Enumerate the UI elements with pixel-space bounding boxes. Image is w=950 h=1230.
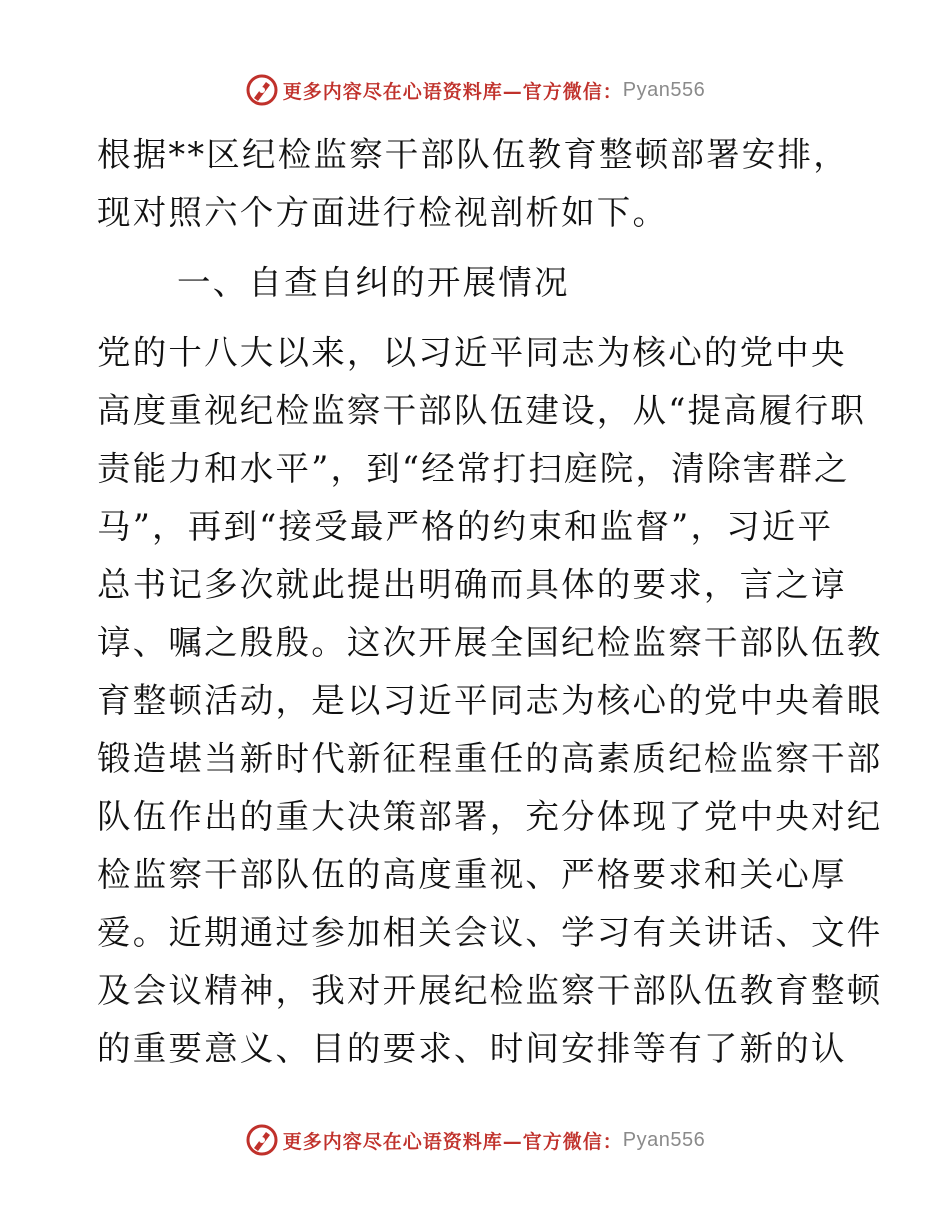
- watermark-text: 更多内容尽在心语资料库—官方微信：: [282, 1130, 623, 1153]
- footer-watermark: [0, 1120, 950, 1160]
- section-heading: 一、自查自纠的开展情况: [177, 263, 570, 302]
- body-line: 现对照六个方面进行检视剖析如下。: [97, 193, 669, 232]
- body-line: 高度重视纪检监察干部队伍建设，从“提高履行职: [97, 391, 867, 430]
- body-line: 的重要意义、目的要求、时间安排等有了新的认: [97, 1029, 847, 1068]
- body-line: 总书记多次就此提出明确而具体的要求，言之谆: [97, 565, 847, 604]
- body-line: 爱。近期通过参加相关会议、学习有关讲话、文件: [97, 913, 883, 952]
- body-line: 根据**区纪检监察干部队伍教育整顿部署安排，: [97, 135, 849, 174]
- body-line: 责能力和水平”，到“经常打扫庭院，清除害群之: [97, 449, 850, 488]
- document-body: [97, 126, 883, 1078]
- header-watermark: [0, 70, 950, 110]
- body-line: 马”，再到“接受最严格的约束和监督”，习近平: [97, 507, 834, 546]
- body-line: 及会议精神，我对开展纪检监察干部队伍教育整顿: [97, 971, 883, 1010]
- pen-logo-icon: [245, 73, 279, 107]
- watermark-text: 更多内容尽在心语资料库—官方微信：: [282, 80, 623, 103]
- body-line: 锻造堪当新时代新征程重任的高素质纪检监察干部: [97, 739, 883, 778]
- watermark-wechat-id: Pyan556: [622, 78, 706, 101]
- body-line: 检监察干部队伍的高度重视、严格要求和关心厚: [97, 855, 847, 894]
- body-line: 谆、嘱之殷殷。这次开展全国纪检监察干部队伍教: [97, 623, 883, 662]
- watermark-wechat-id: Pyan556: [622, 1128, 706, 1151]
- body-line: 育整顿活动，是以习近平同志为核心的党中央着眼: [97, 681, 883, 720]
- pen-logo-icon: [245, 1123, 279, 1157]
- body-line: 队伍作出的重大决策部署，充分体现了党中央对纪: [97, 797, 883, 836]
- body-line: 党的十八大以来，以习近平同志为核心的党中央: [97, 333, 847, 372]
